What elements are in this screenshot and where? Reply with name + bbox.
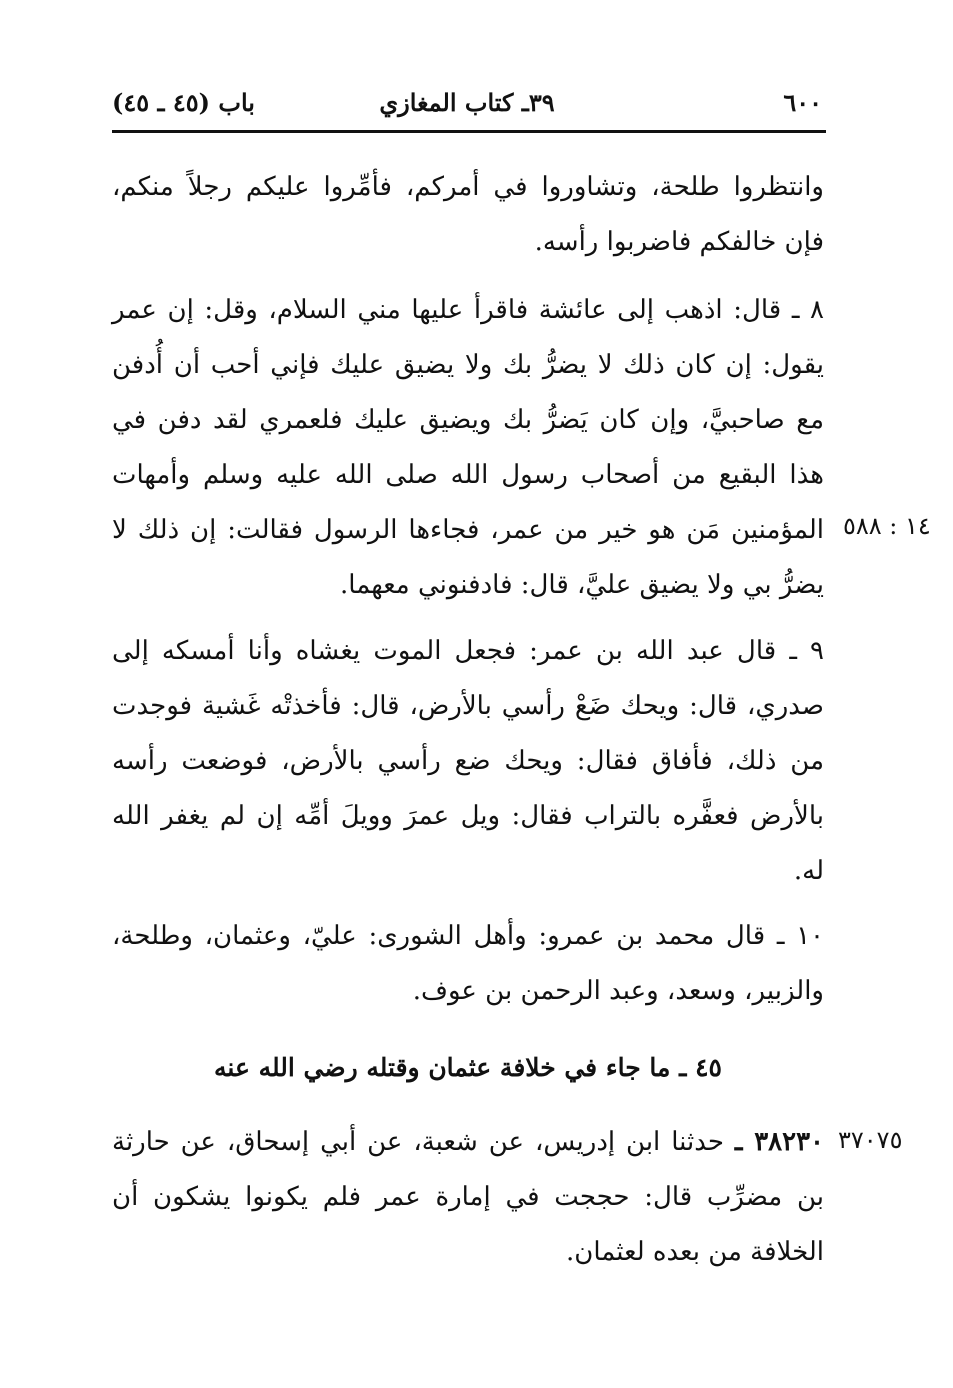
margin-ref-volume-page: ١٤ : ٥٨٨ xyxy=(843,512,931,540)
hadith-text: حدثنا ابن إدريس، عن شعبة، عن أبي إسحاق، عن حارثة بن مضرِّب قال: حججت في إمارة عمر فلم يكونوا يشكون أن الخلافة من بعده لعثمان. xyxy=(112,1127,824,1267)
header-rule xyxy=(112,130,826,133)
paragraph-text: قال: اذهب إلى عائشة فاقرأ عليها مني السلام، وقل: إن عمر يقول: إن كان ذلك لا يضرُّ بك ولا يضيق عليك فإني أحب أن أُدفن مع صاحبيَّ، وإن كان يَضرُّ بك ويضيق عليك فلعمري لقد دفن في هذا البقيع من أصحاب رسول الله صلى الله عليه وسلم وأمهات المؤمنين مَن هو خير من عمر، فجاءها الرسول فقالت: إن ذلك لا يضرُّ بي ولا يضيق عليَّ، قال: فادفنوني معهما. xyxy=(112,295,824,600)
chapter-range: باب (٤٥ ـ ٤٥) xyxy=(112,88,255,117)
page-header xyxy=(112,84,822,124)
section-heading: ٤٥ ـ ما جاء في خلافة عثمان وقتله رضي الله عنه xyxy=(214,1053,722,1082)
paragraph-text: قال عبد الله بن عمر: فجعل الموت يغشاه وأنا أمسكه إلى صدري، قال: ويحك ضَعْ رأسي بالأرض، قال: فأخذتْه غَشية فوجدت من ذلك، فأفاق فقال: ويحك ضع رأسي بالأرض، فوضعت رأسه بالأرض فعفَّره بالتراب فقال: ويل عمرَ وويلَ أمِّه إن لم يغفر الله له. xyxy=(112,636,824,886)
paragraph-number: ١٠ ـ xyxy=(776,921,825,951)
paragraph-text: وانتظروا طلحة، وتشاوروا في أمركم، فأمِّروا عليكم رجلاً منكم، فإن خالفكم فاضربوا رأسه. xyxy=(112,172,824,257)
paragraph-9 xyxy=(112,624,824,899)
paragraph-text: قال محمد بن عمرو: وأهل الشورى: عليّ، وعثمان، وطلحة، والزبير، وسعد، وعبد الرحمن بن عوف. xyxy=(112,921,824,1006)
paragraph-number: ٨ ـ xyxy=(791,295,824,325)
paragraph-continuation xyxy=(112,160,824,270)
paragraph-10 xyxy=(112,909,824,1019)
paragraph-8 xyxy=(112,283,824,613)
paragraph-number: ٩ ـ xyxy=(789,636,825,666)
hadith-number: ٣٨٢٣٠ ـ xyxy=(734,1127,825,1157)
hadith-entry xyxy=(112,1115,824,1280)
margin-ref-hadith-number: ٣٧٠٧٥ xyxy=(838,1126,903,1154)
book-title: ٣٩ـ كتاب المغازي xyxy=(379,88,555,117)
page-number: ٦٠٠ xyxy=(783,88,822,117)
